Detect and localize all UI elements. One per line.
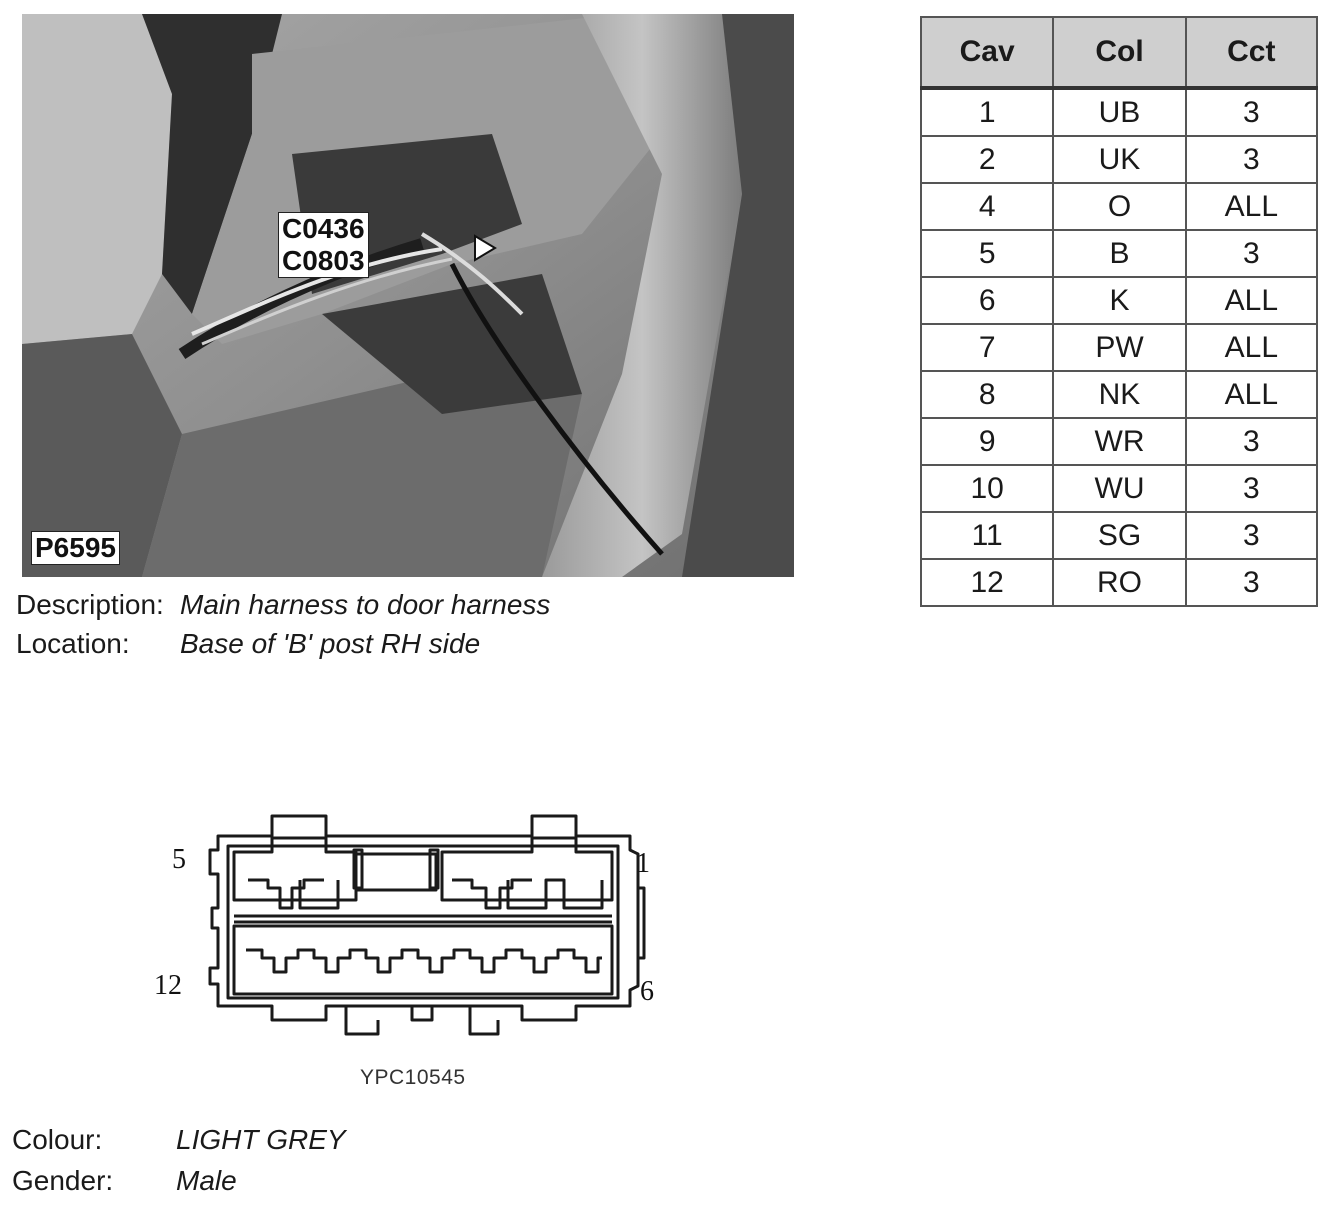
table-row <box>921 136 1317 183</box>
header-col: Col <box>1053 17 1185 88</box>
cell-col: K <box>1053 277 1185 324</box>
cell-cct: 3 <box>1186 230 1317 277</box>
cell-col: SG <box>1053 512 1185 559</box>
connector-id-label <box>278 212 369 278</box>
table-header-row <box>921 17 1317 88</box>
gender-row <box>12 1164 612 1200</box>
gender-label: Gender: <box>12 1165 114 1196</box>
table-row <box>921 465 1317 512</box>
connector-id-2: C0803 <box>282 245 365 276</box>
cell-col: PW <box>1053 324 1185 371</box>
location-label: Location: <box>16 628 130 659</box>
description-value: Main harness to door harness <box>180 589 551 620</box>
cell-cct: 3 <box>1186 418 1317 465</box>
cell-col: UB <box>1053 88 1185 136</box>
colour-value: LIGHT GREY <box>176 1124 346 1155</box>
table-row <box>921 88 1317 136</box>
cell-cav: 11 <box>921 512 1053 559</box>
photo-reference: P6595 <box>31 531 120 565</box>
location-photo <box>22 14 794 577</box>
pin-label-bottom-left: 12 <box>154 970 182 1001</box>
pin-label-top-right: 1 <box>636 848 650 879</box>
cell-cct: ALL <box>1186 371 1317 418</box>
location-value: Base of 'B' post RH side <box>180 628 481 659</box>
description-label: Description: <box>16 589 164 620</box>
table-row <box>921 277 1317 324</box>
cell-cct: 3 <box>1186 559 1317 606</box>
cell-cct: ALL <box>1186 183 1317 230</box>
cell-cav: 6 <box>921 277 1053 324</box>
connector-id-1: C0436 <box>282 213 365 244</box>
cell-cct: 3 <box>1186 512 1317 559</box>
pin-table <box>920 16 1318 607</box>
cell-cav: 1 <box>921 88 1053 136</box>
cell-cct: ALL <box>1186 324 1317 371</box>
cell-col: WU <box>1053 465 1185 512</box>
cell-col: WR <box>1053 418 1185 465</box>
cell-cav: 2 <box>921 136 1053 183</box>
cell-cct: 3 <box>1186 88 1317 136</box>
cell-cav: 10 <box>921 465 1053 512</box>
cell-cav: 5 <box>921 230 1053 277</box>
cell-col: B <box>1053 230 1185 277</box>
cell-cav: 12 <box>921 559 1053 606</box>
table-row <box>921 183 1317 230</box>
cell-col: RO <box>1053 559 1185 606</box>
cell-cav: 9 <box>921 418 1053 465</box>
cell-col: UK <box>1053 136 1185 183</box>
pin-label-bottom-right: 6 <box>640 976 654 1007</box>
location-row <box>16 627 616 663</box>
cell-cct: 3 <box>1186 465 1317 512</box>
cell-col: O <box>1053 183 1185 230</box>
table-row <box>921 324 1317 371</box>
cell-cct: ALL <box>1186 277 1317 324</box>
cell-cav: 4 <box>921 183 1053 230</box>
cell-cav: 8 <box>921 371 1053 418</box>
header-cav: Cav <box>921 17 1053 88</box>
colour-label: Colour: <box>12 1124 103 1155</box>
photo-image <box>22 14 794 577</box>
cell-col: NK <box>1053 371 1185 418</box>
table-row <box>921 512 1317 559</box>
cell-cav: 7 <box>921 324 1053 371</box>
description-row <box>16 588 616 624</box>
table-row <box>921 418 1317 465</box>
connector-diagram <box>150 808 670 1048</box>
table-row <box>921 559 1317 606</box>
cell-cct: 3 <box>1186 136 1317 183</box>
connector-face-drawing <box>150 808 670 1048</box>
table-row <box>921 371 1317 418</box>
table-row <box>921 230 1317 277</box>
colour-row <box>12 1123 612 1159</box>
header-cct: Cct <box>1186 17 1317 88</box>
part-number: YPC10545 <box>360 1066 466 1089</box>
pin-label-top-left: 5 <box>172 844 186 875</box>
gender-value: Male <box>176 1165 237 1196</box>
